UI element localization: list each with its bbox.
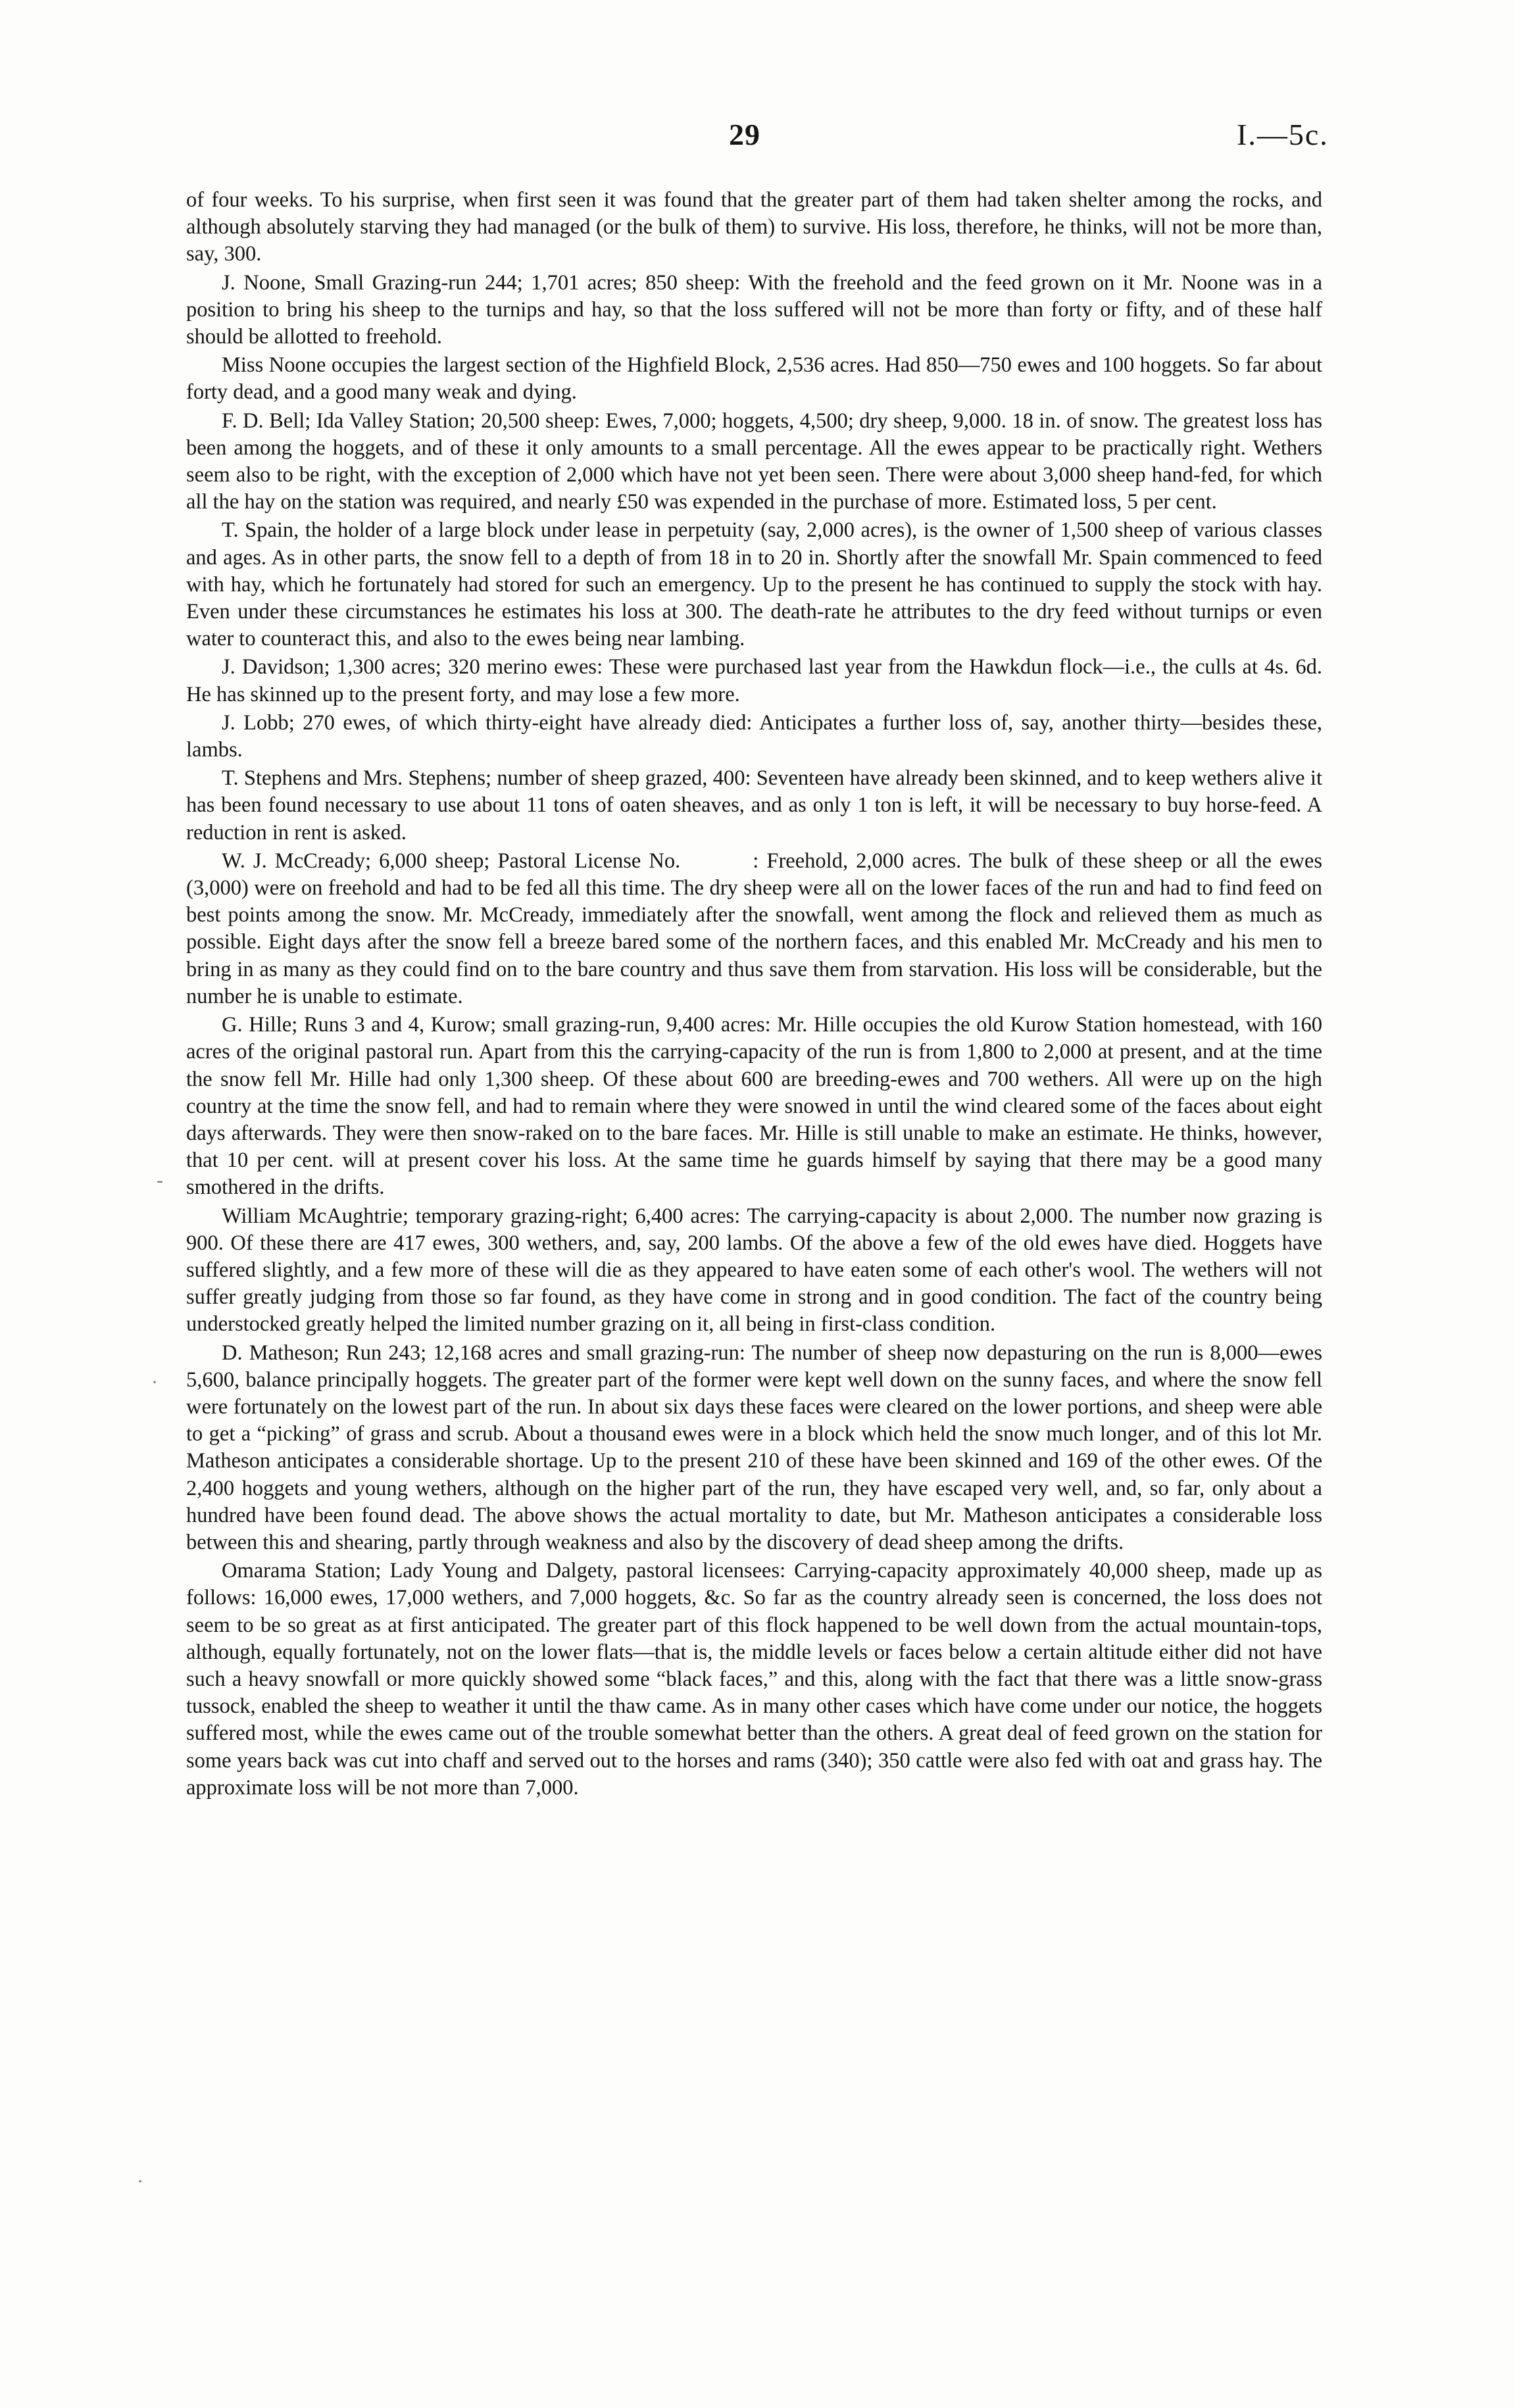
page-number: 29 [729,118,760,151]
paragraph-omarama: Omarama Station; Lady Young and Dalgety, pastoral licensees: Carrying-capacity approximately 40,000 sheep, made up as follows: 16,000 ewes, 17,000 wethers, and 7,000 hoggets, &c. So far as the country already seen is concerned, the loss does not seem to be so great as at first anticipated. The greater part of this flock happened to be well down from the actual mountain-tops, although, equally fortunately, not on the lower flats—that is, the middle levels or faces below a certain altitude either did not have such a heavy snowfall or more quickly showed some “black faces,” and this, along with the fact that there was a little snow-grass tussock, enabled the sheep to weather it until the thaw came. As in many other cases which have come under our notice, the hoggets suffered most, while the ewes came out of the trouble somewhat better than the others. A great deal of feed grown on the station for some years back was cut into chaff and served out to the horses and rams (340); 350 cattle were also fed with oat and grass hay. The approximate loss will be not more than 7,000. [186,1559,1322,1800]
margin-dot-mark: · [137,2171,143,2192]
paragraph-matheson: D. Matheson; Run 243; 12,168 acres and small grazing-run: The number of sheep now depasturing on the run is 8,000—ewes 5,600, balance principally hoggets. The greater part of the former were kept well down on the sunny faces, and where the snow fell were fortunately on the lowest part of the run. In about six days these faces were cleared on the lower portions, and sheep were able to get a “picking” of grass and scrub. About a thousand ewes were in a block which held the snow much longer, and of this lot Mr. Matheson anticipates a considerable shortage. Up to the present 210 of these have been skinned and 169 of the other ewes. Of the 2,400 hoggets and young wethers, although on the higher part of the run, they have escaped very well, and, so far, only about a hundred have been found dead. The above shows the actual mortality to date, but Mr. Matheson anticipates a considerable loss between this and shearing, partly through weakness and also by the discovery of dead sheep among the drifts. [186,1340,1322,1554]
paragraph-miss-noone: Miss Noone occupies the largest section of the Highfield Block, 2,536 acres. Had 850—750 ewes and 100 hoggets. So far about forty dead, and a good many weak and dying. [186,353,1322,405]
paragraph-davidson: J. Davidson; 1,300 acres; 320 merino ewes: These were purchased last year from the Hawkdun flock—i.e., the culls at 4s. 6d. He has skinned up to the present forty, and may lose a few more. [186,655,1322,706]
page-header [0,117,1515,170]
body-text [186,187,1322,1803]
paragraph-mcaughtrie: William McAughtrie; temporary grazing-right; 6,400 acres: The carrying-capacity is about 2,000. The number now grazing is 900. Of these there are 417 ewes, 300 wethers, and, say, 200 lambs. Of the above a few of the old ewes have died. Hoggets have suffered slightly, and a few more of these will die as they appeared to have eaten some of each other's wool. The wethers will not suffer greatly judging from those so far found, as they have come in strong and in good condition. The fact of the country being understocked greatly helped the limited number grazing on it, all being in first-class condition. [186,1204,1322,1337]
paragraph-mccready [186,848,1322,1010]
paragraph-stephens: T. Stephens and Mrs. Stephens; number of sheep grazed, 400: Seventeen have already been skinned, and to keep wethers alive it has been found necessary to use about 11 tons of oaten sheaves, and as only 1 ton is left, it will be necessary to buy horse-feed. A reduction in rent is asked. [186,766,1322,845]
paragraph-lobb: J. Lobb; 270 ewes, of which thirty-eight have already died: Anticipates a further loss of, say, another thirty—besides these, lambs. [186,710,1322,762]
mccready-lead: W. J. McCready; 6,000 sheep; Pastoral License No. [222,848,681,873]
paragraph-bell: F. D. Bell; Ida Valley Station; 20,500 sheep: Ewes, 7,000; hoggets, 4,500; dry sheep, 9,000. 18 in. of snow. The greatest loss has been among the hoggets, and of these it only amounts to a small percentage. All the ewes appear to be practically right. Wethers seem also to be right, with the exception of 2,000 which have not yet been seen. There were about 3,000 sheep hand-fed, for which all the hay on the station was required, and nearly £50 was expended in the purchase of more. Estimated loss, 5 per cent. [186,408,1322,514]
document-reference: I.—5c. [1237,118,1329,151]
margin-dot-mark: · [151,1371,158,1393]
margin-dash-mark: - [157,1169,163,1191]
mccready-body: : Freehold, 2,000 acres. The bulk of these sheep or all the ewes (3,000) were on freehold and had to be fed all this time. The dry sheep were all on the lower faces of the run and had to find feed on best points among the snow. Mr. McCready, immediately after the snowfall, went among the flock and relieved them as much as possible. Eight days after the snow fell a breeze bared some of the northern faces, and this enabled Mr. McCready and his men to bring in as many as they could find on to the bare country and thus save them from starvation. His loss will be considerable, but the number he is unable to estimate. [186,848,1322,1008]
paragraph-noone: J. Noone, Small Grazing-run 244; 1,701 acres; 850 sheep: With the freehold and the feed grown on it Mr. Noone was in a position to bring his sheep to the turnips and hay, so that the loss suffered will not be more than forty or fifty, and of these half should be allotted to freehold. [186,270,1322,349]
paragraph-spain: T. Spain, the holder of a large block under lease in perpetuity (say, 2,000 acres), is the owner of 1,500 sheep of various classes and ages. As in other parts, the snow fell to a depth of from 18 in to 20 in. Shortly after the snowfall Mr. Spain commenced to feed with hay, which he fortunately had stored for such an emergency. Up to the present he has continued to supply the stock with hay. Even under these circumstances he estimates his loss at 300. The death-rate he attributes to the dry feed without turnips or even water to counteract this, and also to the ewes being near lambing. [186,518,1322,651]
paragraph-continued: of four weeks. To his surprise, when first seen it was found that the greater part of them had taken shelter among the rocks, and although absolutely starving they had managed (or the bulk of them) to survive. His loss, therefore, he thinks, will not be more than, say, 300. [186,188,1322,266]
paragraph-hille: G. Hille; Runs 3 and 4, Kurow; small grazing-run, 9,400 acres: Mr. Hille occupies the old Kurow Station homestead, with 160 acres of the original pastoral run. Apart from this the carrying-capacity of the run is from 1,800 to 2,000 at present, and at the time the snow fell Mr. Hille had only 1,300 sheep. Of these about 600 are breeding-ewes and 700 wethers. All were up on the high country at the time the snow fell, and had to remain where they were snowed in until the wind cleared some of the faces about eight days afterwards. They were then snow-raked on to the bare faces. Mr. Hille is still unable to make an estimate. He thinks, however, that 10 per cent. will at present cover his loss. At the same time he guards himself by saying that there may be a good many smothered in the drifts. [186,1013,1322,1200]
